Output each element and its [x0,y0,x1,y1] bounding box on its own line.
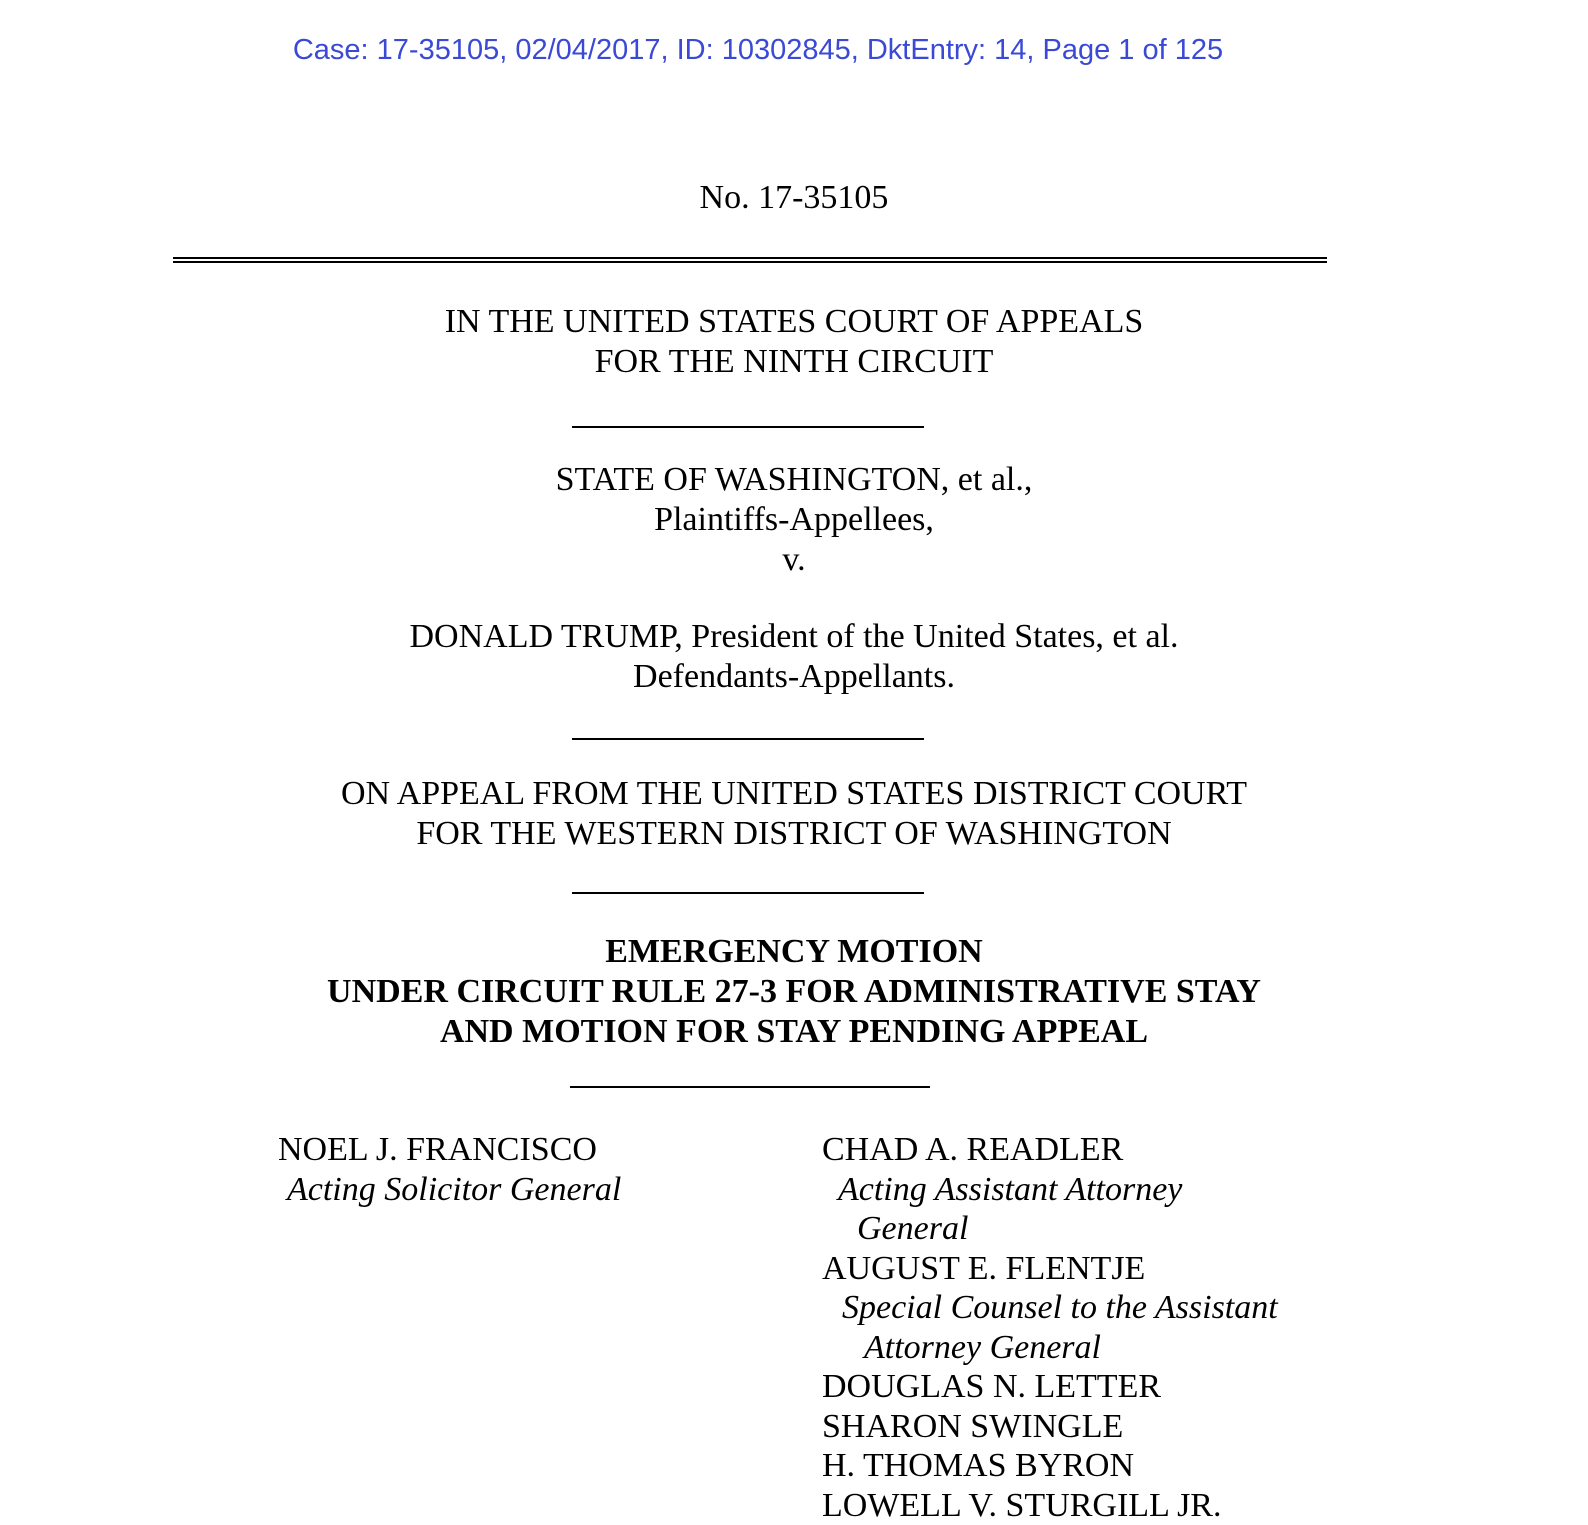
defendants-role: Defendants-Appellants. [0,657,1588,697]
counsel-name: NOEL J. FRANCISCO [278,1130,621,1170]
plaintiffs-role: Plaintiffs-Appellees, [0,500,1588,540]
case-header-stamp: Case: 17-35105, 02/04/2017, ID: 10302845, DktEntry: 14, Page 1 of 125 [0,34,1516,67]
double-divider [173,257,1327,263]
counsel-left-column [278,1130,621,1209]
motion-title-line-2: UNDER CIRCUIT RULE 27-3 FOR ADMINISTRATIVE STAY [0,972,1588,1012]
counsel-name: LOWELL V. STURGILL JR. [822,1486,1278,1525]
counsel-right-column [822,1130,1278,1525]
appeal-caption [0,774,1588,854]
counsel-name: H. THOMAS BYRON [822,1446,1278,1486]
counsel-title-continued: General [822,1209,1278,1249]
counsel-name: SHARON SWINGLE [822,1407,1278,1447]
section-divider [572,738,924,740]
counsel-name: AUGUST E. FLENTJE [822,1249,1278,1289]
defendants-block [0,617,1588,697]
section-divider [572,892,924,894]
counsel-name: DOUGLAS N. LETTER [822,1367,1278,1407]
versus: v. [0,540,1588,580]
motion-title-line-3: AND MOTION FOR STAY PENDING APPEAL [0,1012,1588,1052]
plaintiffs-block [0,460,1588,580]
court-line-2: FOR THE NINTH CIRCUIT [0,342,1588,382]
court-line-1: IN THE UNITED STATES COURT OF APPEALS [0,302,1588,342]
counsel-name: CHAD A. READLER [822,1130,1278,1170]
motion-title [0,932,1588,1052]
counsel-title: Acting Solicitor General [278,1170,621,1210]
counsel-title: Special Counsel to the Assistant [822,1288,1278,1328]
appeal-line-2: FOR THE WESTERN DISTRICT OF WASHINGTON [0,814,1588,854]
defendants-name: DONALD TRUMP, President of the United States, et al. [0,617,1588,657]
section-divider [570,1086,930,1088]
court-caption [0,302,1588,382]
counsel-title-continued: Attorney General [822,1328,1278,1368]
motion-title-line-1: EMERGENCY MOTION [0,932,1588,972]
section-divider [572,426,924,428]
docket-number-text: No. 17-35105 [0,178,1588,218]
plaintiffs-name: STATE OF WASHINGTON, et al., [0,460,1588,500]
counsel-title: Acting Assistant Attorney [822,1170,1278,1210]
docket-number [0,178,1588,218]
appeal-line-1: ON APPEAL FROM THE UNITED STATES DISTRICT COURT [0,774,1588,814]
